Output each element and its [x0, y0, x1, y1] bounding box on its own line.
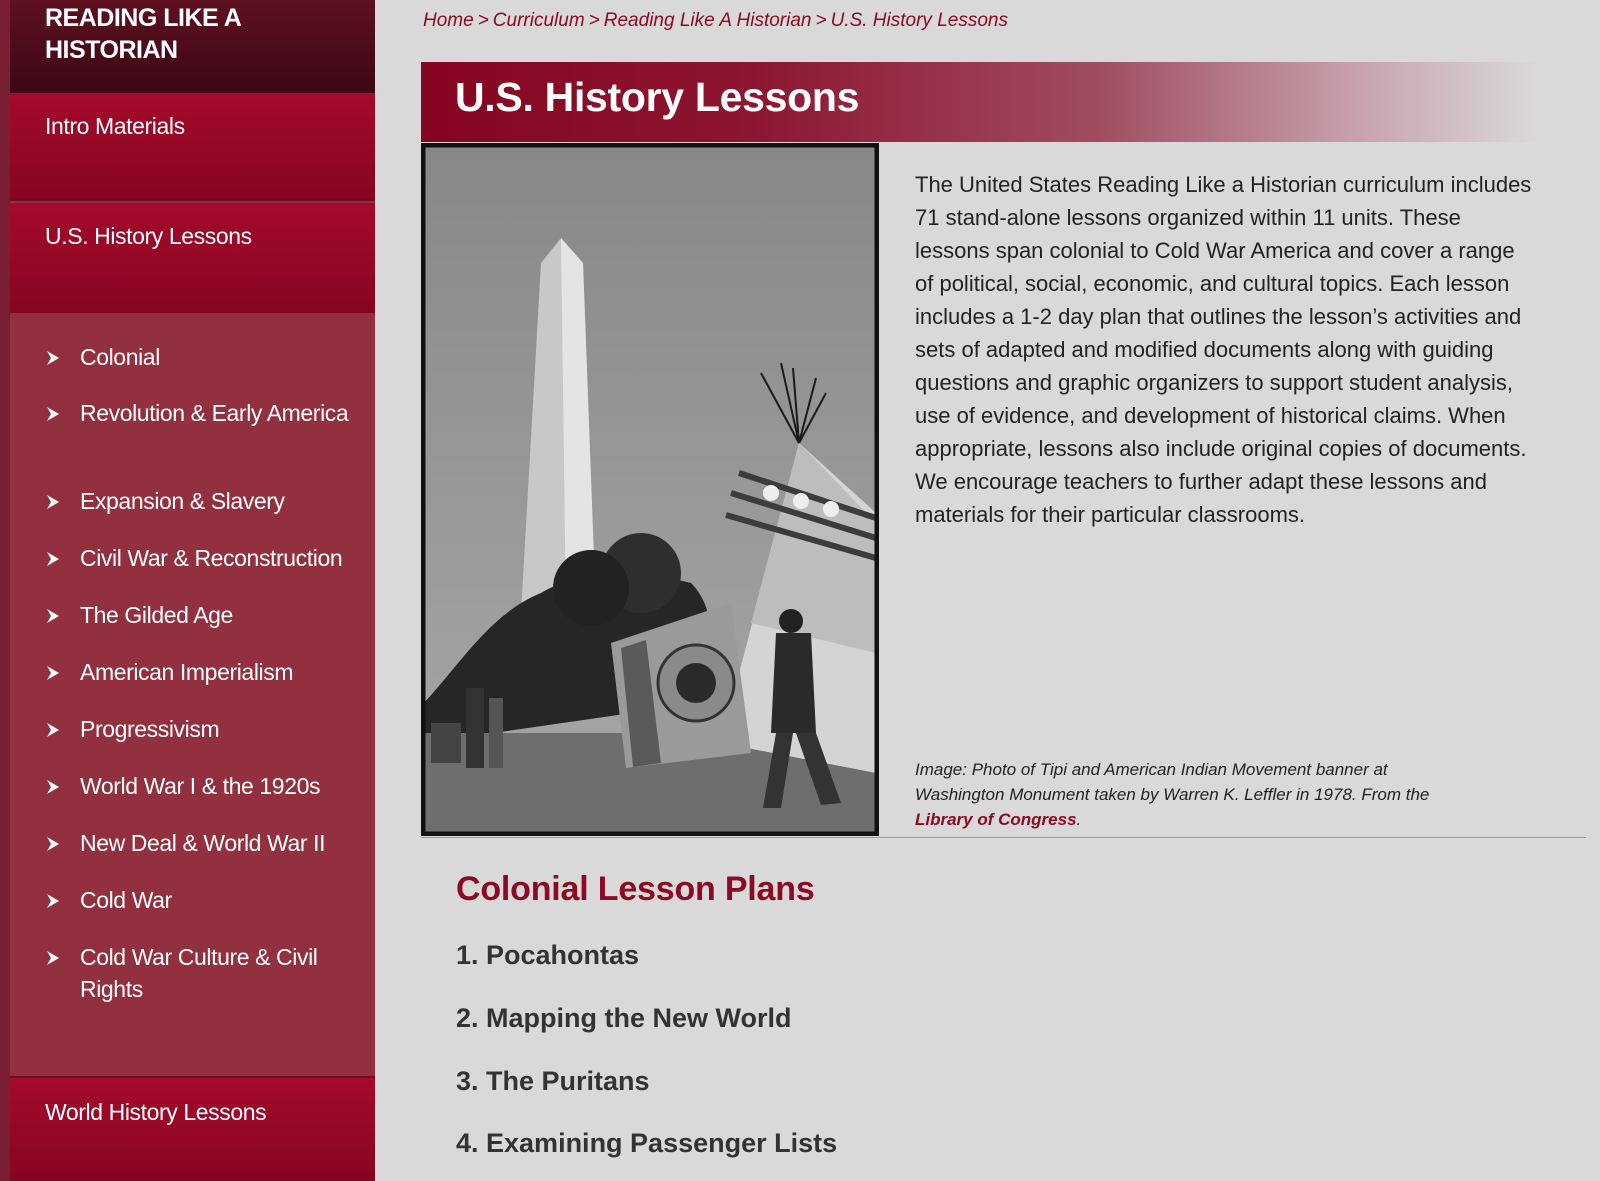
chevron-right-icon [45, 351, 61, 365]
chevron-right-icon [45, 609, 61, 623]
intro-paragraph: The United States Reading Like a Historian curriculum includes 71 stand-alone lessons organized within 11 units. These lessons span colonial to Cold War America and cover a range of political, social, economic, and cultural topics. Each lesson includes a 1-2 day plan that outlines the lesson’s activities and sets of adapted and modified documents along with guiding questions and graphic organizers to support student analysis, use of evidence, and development of historical claims. When appropriate, lessons also include original copies of documents. We encourage teachers to further adapt these lessons and materials for their particular classrooms. [915, 172, 1532, 527]
sidebar-item-us-history-lessons[interactable]: U.S. History Lessons [10, 203, 375, 313]
unit-label: The Gilded Age [80, 602, 233, 628]
lesson-link-puritans[interactable]: 3. The Puritans [456, 1066, 650, 1096]
caption-end: . [1076, 810, 1082, 829]
unit-label: American Imperialism [80, 659, 294, 685]
breadcrumb-curriculum[interactable]: Curriculum [492, 10, 585, 31]
caption-text: Image: Photo of Tipi and American Indian Movement banner at Washington Monument taken by Warren K. Leffler in 1978. From the [915, 760, 1430, 804]
chevron-right-icon [45, 495, 61, 509]
page-title-banner [421, 62, 1585, 142]
unit-label: Civil War & Reconstruction [80, 545, 343, 571]
unit-label: Cold War [80, 887, 172, 913]
unit-label: Progressivism [80, 716, 220, 742]
sidebar-item-world-history-lessons[interactable]: World History Lessons [10, 1076, 375, 1181]
chevron-right-icon [45, 894, 61, 908]
chevron-right-icon [45, 951, 61, 965]
unit-label: Cold War Culture & Civil Rights [80, 944, 318, 1002]
sidebar-title[interactable]: READING LIKE A HISTORIAN [10, 0, 375, 93]
image-caption [915, 757, 1475, 832]
chevron-right-icon [45, 407, 61, 421]
chevron-right-icon [45, 780, 61, 794]
lesson-link-mapping-new-world[interactable]: 2. Mapping the New World [456, 1003, 792, 1033]
unit-label: Colonial [80, 344, 160, 370]
chevron-right-icon [45, 723, 61, 737]
chevron-right-icon [45, 666, 61, 680]
breadcrumb [423, 10, 1008, 32]
left-edge-strip [0, 0, 10, 1181]
hero-photo [421, 143, 879, 836]
page-title: U.S. History Lessons [455, 74, 860, 120]
chevron-right-icon [45, 552, 61, 566]
breadcrumb-reading-like-a-historian[interactable]: Reading Like A Historian [603, 10, 812, 31]
breadcrumb-separator: > [477, 10, 489, 31]
breadcrumb-us-history-lessons[interactable]: U.S. History Lessons [830, 10, 1008, 31]
unit-label: Expansion & Slavery [80, 488, 285, 514]
breadcrumb-separator: > [815, 10, 827, 31]
lesson-link-passenger-lists[interactable]: 4. Examining Passenger Lists [456, 1128, 838, 1158]
sidebar-item-intro-materials[interactable]: Intro Materials [10, 93, 375, 201]
breadcrumb-home[interactable]: Home [423, 10, 474, 31]
sidebar [10, 0, 375, 1181]
divider [421, 837, 1586, 838]
tipi-monument-photo [421, 143, 879, 836]
unit-label: New Deal & World War II [80, 830, 326, 856]
section-title: Colonial Lesson Plans [456, 870, 815, 908]
unit-label: World War I & the 1920s [80, 773, 321, 799]
unit-label: Revolution & Early America [80, 400, 349, 426]
chevron-right-icon [45, 837, 61, 851]
library-of-congress-link[interactable]: Library of Congress [915, 810, 1077, 829]
breadcrumb-separator: > [588, 10, 600, 31]
lesson-link-pocahontas[interactable]: 1. Pocahontas [456, 940, 640, 970]
